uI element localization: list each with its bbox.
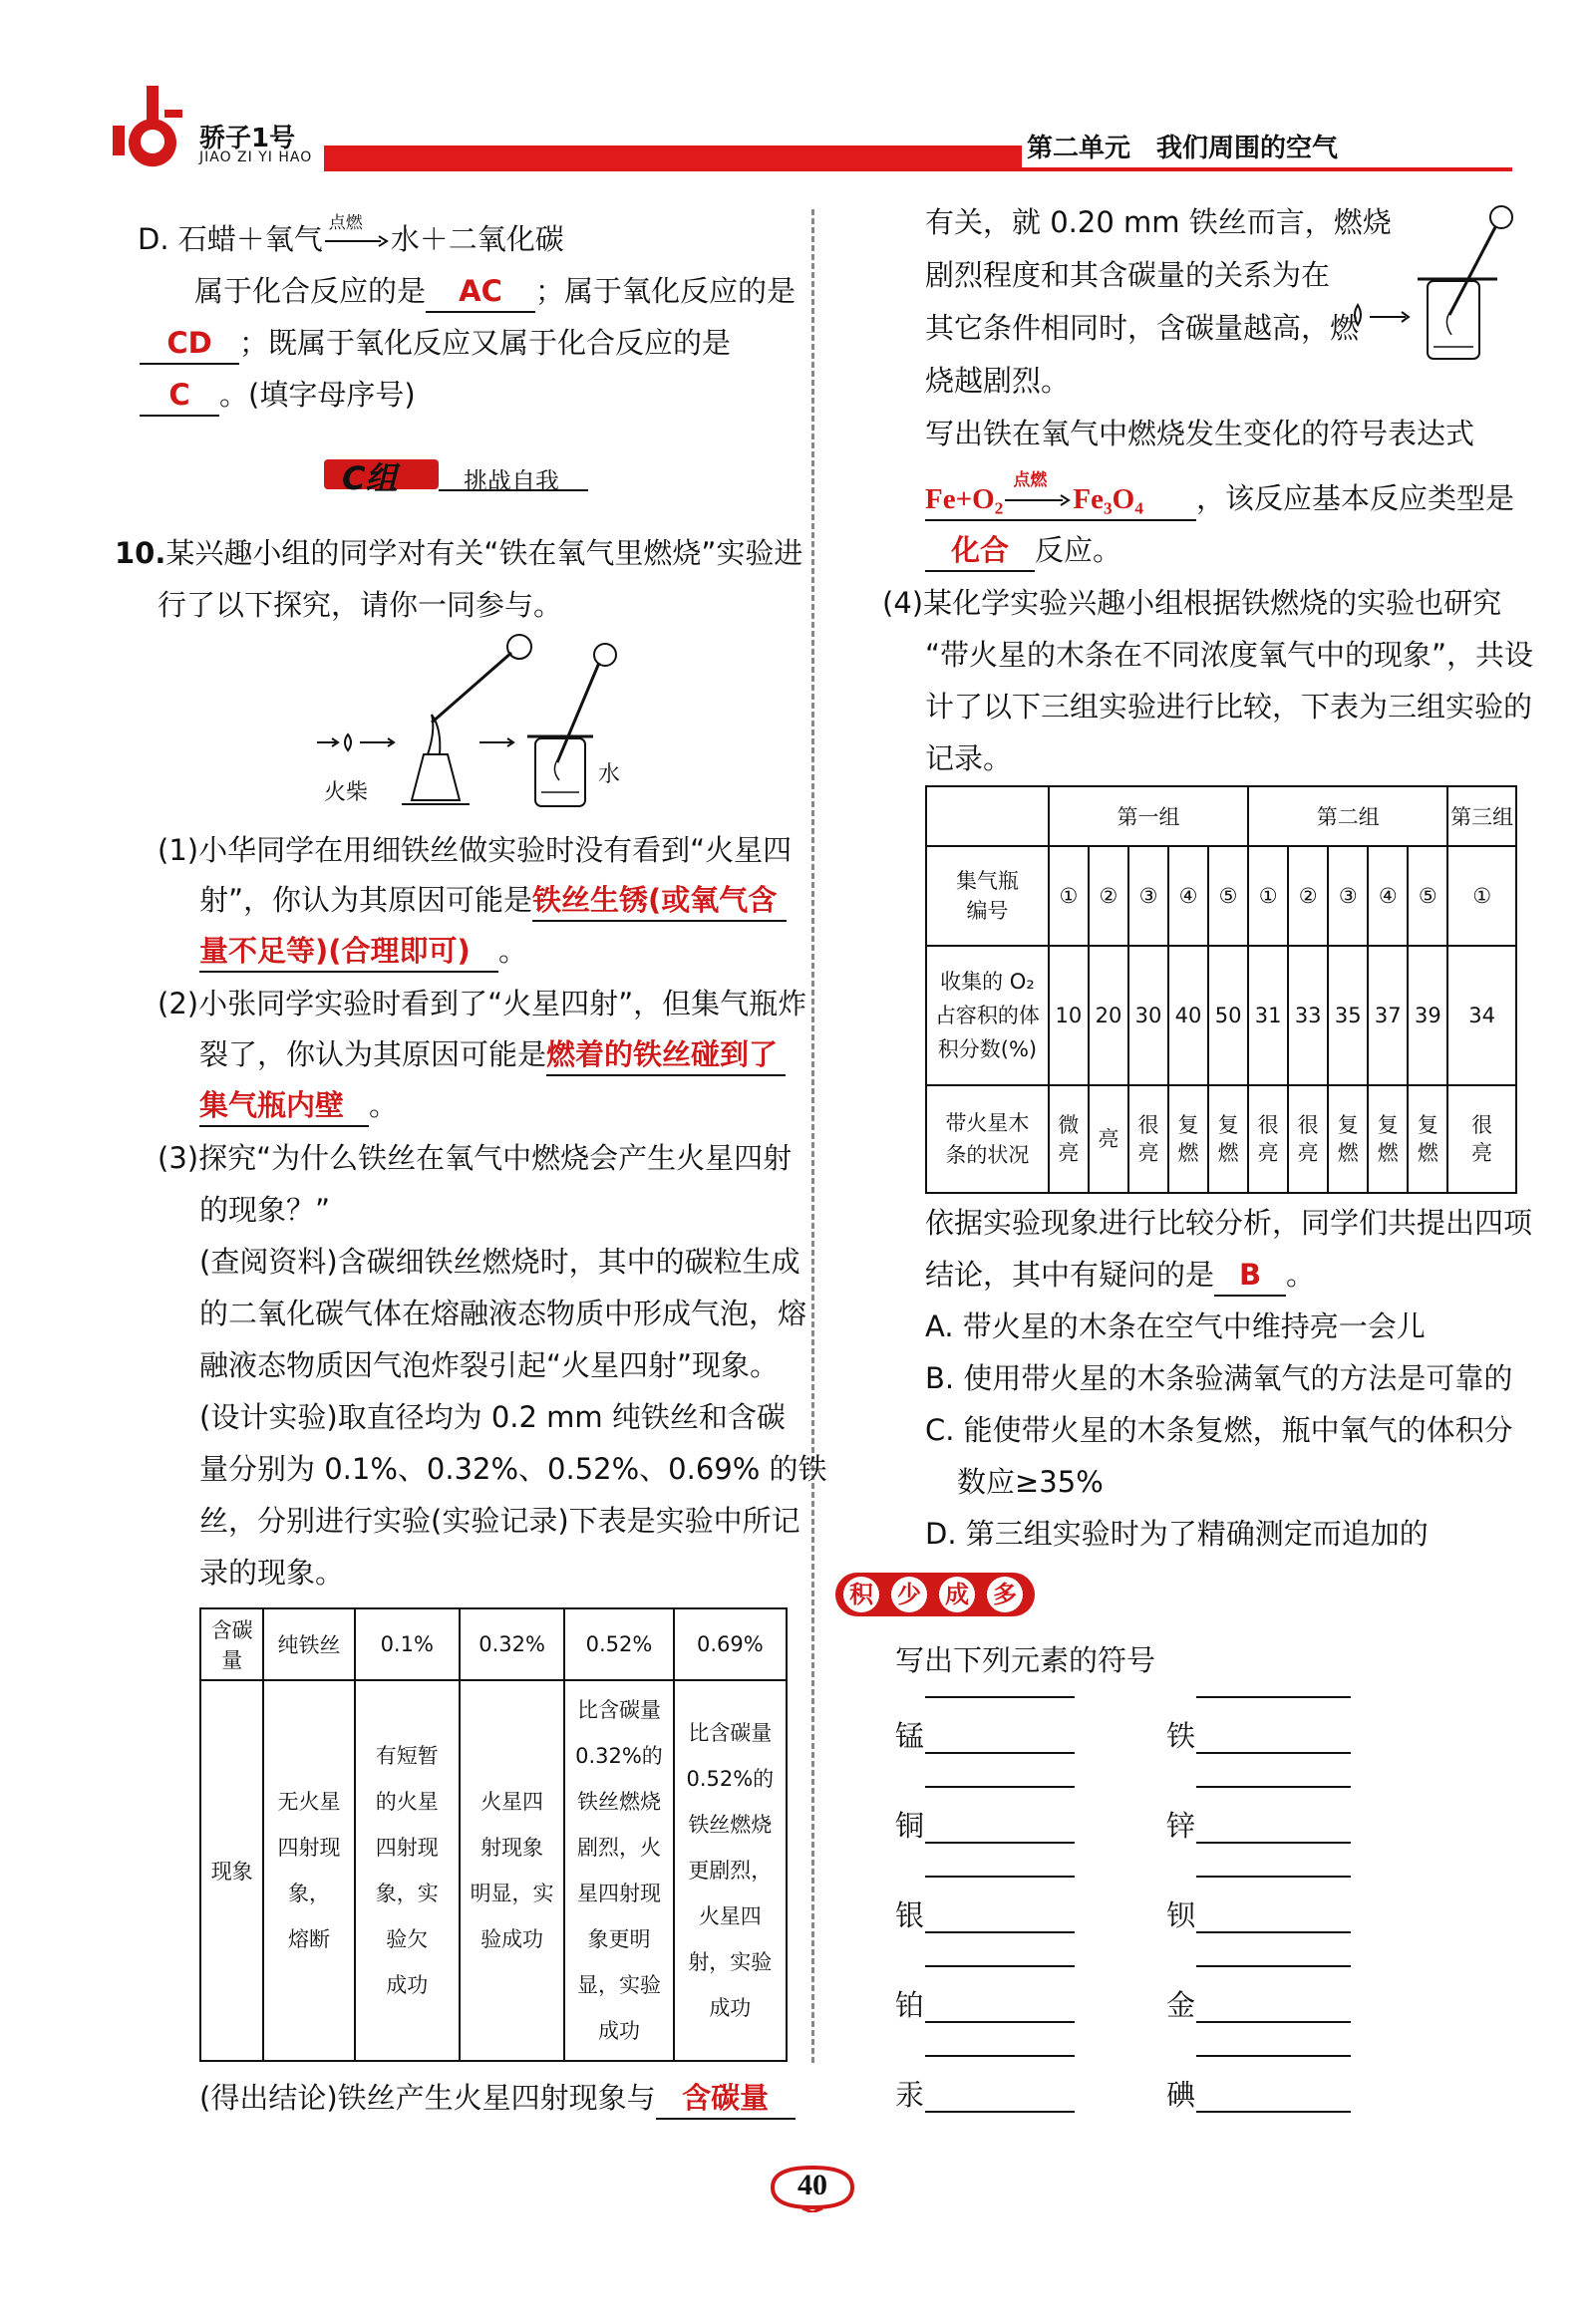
p1-line3: 量不足等)(合理即可) 。	[199, 931, 527, 973]
section-c-title: C组	[342, 459, 398, 497]
option-b: B. 使用带火星的木条验满氧气的方法是可靠的	[925, 1361, 1513, 1395]
table1-cell: 有短暂 的火星 四射现 象，实 验欠 成功	[355, 1680, 460, 2061]
p4-line4: 记录。	[925, 741, 1013, 775]
table1-header: 0.32%	[460, 1608, 564, 1680]
table2-value: 35	[1328, 946, 1368, 1085]
table2-value: 30	[1128, 946, 1168, 1085]
table2-value: 50	[1208, 946, 1248, 1085]
p3-line6: (设计实验)取直径均为 0.2 mm 纯铁丝和含碳	[199, 1400, 786, 1434]
bonus-badge	[835, 1573, 1040, 1618]
p2-line3: 集气瓶内壁 。	[199, 1085, 398, 1127]
table2-group-row	[926, 786, 1516, 846]
element-row	[895, 2053, 1080, 2135]
element-answer-blank[interactable]	[1196, 2111, 1351, 2113]
element-answer-blank[interactable]	[925, 2111, 1075, 2113]
table1-header: 0.52%	[564, 1608, 673, 1680]
table2-number: ④	[1368, 846, 1408, 946]
q9-option-d: D. 石蜡＋氧气 点燃 水＋二氧化碳	[138, 213, 564, 256]
r-equation-line: Fe+O₂ 点燃 Fe₃O₄ ，该反应基本反应类型是	[925, 478, 1514, 521]
r-line2: 剧烈程度和其含碳量的关系为在	[925, 258, 1331, 292]
table2-value: 10	[1049, 946, 1089, 1085]
table1-row-label: 现象	[200, 1680, 263, 2061]
option-d: D. 第三组实验时为了精确测定而追加的	[925, 1517, 1429, 1551]
table2-value: 31	[1248, 946, 1288, 1085]
figure-label-match: 火柴	[324, 780, 369, 805]
table1-header: 纯铁丝	[263, 1608, 354, 1680]
table1-phenomenon-row	[200, 1680, 787, 2061]
figure-label-water: 水	[598, 762, 621, 787]
q9-line3: C 。(填字母序号)	[140, 375, 416, 417]
table2-value-row	[926, 946, 1516, 1085]
p1-answer-b: 量不足等)(合理即可)	[199, 931, 498, 973]
after-line1: 依据实验现象进行比较分析，同学们共提出四项	[925, 1206, 1533, 1240]
bonus-badge-char: 积	[843, 1577, 879, 1612]
element-answer-blank[interactable]	[925, 1842, 1075, 1844]
table2-state-row	[926, 1085, 1516, 1193]
q10-line2: 行了以下探究，请你一同参与。	[158, 588, 563, 622]
element-name: 锰	[895, 1719, 925, 1753]
p4-line3: 计了以下三组实验进行比较，下表为三组实验的	[925, 690, 1533, 724]
table2-state: 复 燃	[1208, 1085, 1248, 1193]
iron-burning-figure	[1348, 197, 1517, 375]
element-name: 银	[895, 1898, 925, 1932]
element-answer-blank[interactable]	[1196, 1752, 1351, 1754]
table2-number: ③	[1328, 846, 1368, 946]
page-number-badge	[763, 2163, 862, 2212]
table2-number: ①	[1447, 846, 1516, 946]
table1-header: 0.1%	[355, 1608, 460, 1680]
header-red-band	[324, 145, 1022, 167]
p3-line4: 的二氧化碳气体在熔融液态物质中形成气泡，熔	[199, 1297, 807, 1330]
doubtful-answer: B	[1214, 1255, 1286, 1297]
p3-line8: 丝，分别进行实验(实验记录)下表是实验中所记	[199, 1504, 800, 1538]
table2-value: 37	[1368, 946, 1408, 1085]
p3-line2: 的现象？”	[199, 1193, 331, 1227]
table2-number: ②	[1089, 846, 1128, 946]
q10-line1: 10.某兴趣小组的同学对有关“铁在氧气里燃烧”实验进	[115, 536, 803, 570]
element-row	[1166, 2053, 1356, 2135]
table2-number: ④	[1168, 846, 1208, 946]
element-answer-blank[interactable]	[1196, 1931, 1351, 1933]
table2-group: 第三组	[1447, 786, 1516, 846]
page-number: 40	[798, 2169, 827, 2201]
table2-state: 很 亮	[1288, 1085, 1328, 1193]
p4-line2: “带火星的木条在不同浓度氧气中的现象”，共设	[925, 638, 1534, 672]
table2-number: ①	[1049, 846, 1089, 946]
table2-state: 亮	[1089, 1085, 1128, 1193]
table1-cell: 无火星 四射现 象， 熔断	[263, 1680, 354, 2061]
r-line3: 其它条件相同时，含碳量越高，燃	[925, 311, 1360, 345]
table2-row-label: 集气瓶 编号	[926, 846, 1049, 946]
table1-cell: 比含碳量 0.32%的 铁丝燃烧 剧烈，火 星四射现 象更明 显，实验 成功	[564, 1680, 673, 2061]
table1-header: 含碳量	[200, 1608, 263, 1680]
table2-number: ②	[1288, 846, 1328, 946]
section-c-header	[324, 453, 588, 495]
table2-number: ①	[1248, 846, 1288, 946]
option-a: A. 带火星的木条在空气中维持亮一会儿	[925, 1309, 1426, 1343]
r-reaction-type-line: 化合 反应。	[925, 530, 1121, 572]
element-answer-blank[interactable]	[1196, 1842, 1351, 1844]
bonus-badge-char: 多	[987, 1577, 1023, 1612]
table2-state: 复 燃	[1168, 1085, 1208, 1193]
option-c-cont: 数应≥35%	[957, 1465, 1104, 1499]
reaction-type-answer: 化合	[925, 530, 1035, 572]
bonus-badge-char: 成	[939, 1577, 975, 1612]
p4-line1: (4)某化学实验兴趣小组根据铁燃烧的实验也研究	[882, 586, 1502, 620]
equation-answer: Fe+O₂ 点燃 Fe₃O₄	[925, 478, 1196, 521]
table2-number: ③	[1128, 846, 1168, 946]
r-line5: 写出铁在氧气中燃烧发生变化的符号表达式	[925, 417, 1475, 450]
carbon-content-table	[199, 1607, 788, 2062]
p2-answer-b: 集气瓶内壁	[199, 1085, 369, 1127]
element-name: 碘	[1166, 2078, 1196, 2112]
element-row	[1166, 1694, 1356, 1776]
element-row	[1166, 1784, 1356, 1866]
element-row	[1166, 1874, 1356, 1955]
element-name: 铜	[895, 1809, 925, 1843]
table1-cell: 比含碳量 0.52%的 铁丝燃烧 更剧烈， 火星四 射，实验 成功	[674, 1680, 787, 2061]
table2-row-label: 带火星木 条的状况	[926, 1085, 1049, 1193]
table2-state: 很 亮	[1128, 1085, 1168, 1193]
q9-answer-1: AC	[426, 271, 535, 313]
brand-pinyin: JIAO ZI YI HAO	[199, 149, 313, 165]
conclusion-line: (得出结论)铁丝产生火星四射现象与 含碳量	[199, 2078, 796, 2120]
brand-name: 骄子1号	[199, 124, 296, 153]
table1-header-row	[200, 1608, 787, 1680]
table2-state: 很 亮	[1447, 1085, 1516, 1193]
element-row	[895, 1963, 1080, 2045]
element-answer-blank[interactable]	[925, 2021, 1075, 2023]
element-answer-blank[interactable]	[925, 1931, 1075, 1933]
q9-line1: 属于化合反应的是 AC ；属于氧化反应的是	[194, 271, 796, 313]
p1-answer-a: 铁丝生锈(或氧气含	[532, 880, 787, 922]
p2-line1: (2)小张同学实验时看到了“火星四射”，但集气瓶炸	[158, 987, 807, 1020]
option-c: C. 能使带火星的木条复燃，瓶中氧气的体积分	[925, 1413, 1513, 1447]
table2-value: 40	[1168, 946, 1208, 1085]
table2-row-label: 收集的 O₂ 占容积的体 积分数(%)	[926, 946, 1049, 1085]
p3-line5: 融液态物质因气泡炸裂引起“火星四射”现象。	[199, 1348, 780, 1382]
table2-state: 复 燃	[1368, 1085, 1408, 1193]
p1-line2: 射”，你认为其原因可能是铁丝生锈(或氧气含	[199, 880, 787, 922]
p3-line1: (3)探究“为什么铁丝在氧气中燃烧会产生火星四射	[158, 1141, 793, 1175]
element-name: 铁	[1166, 1719, 1196, 1753]
element-name: 金	[1166, 1988, 1196, 2022]
table2-value: 39	[1408, 946, 1447, 1085]
element-name: 汞	[895, 2078, 925, 2112]
element-row	[895, 1874, 1080, 1955]
table2-number-row	[926, 846, 1516, 946]
p3-line3: (查阅资料)含碳细铁丝燃烧时，其中的碳粒生成	[199, 1245, 800, 1279]
p2-line2: 裂了，你认为其原因可能是燃着的铁丝碰到了	[199, 1034, 786, 1076]
conclusion-answer: 含碳量	[656, 2078, 796, 2120]
table2-number: ⑤	[1208, 846, 1248, 946]
element-answer-blank[interactable]	[925, 1752, 1075, 1754]
p2-answer-a: 燃着的铁丝碰到了	[546, 1034, 786, 1076]
after-line2: 结论，其中有疑问的是 B 。	[925, 1255, 1315, 1297]
element-name: 钡	[1166, 1898, 1196, 1932]
table1-header: 0.69%	[674, 1608, 787, 1680]
table2-state: 复 燃	[1328, 1085, 1368, 1193]
header	[0, 0, 1596, 179]
element-name: 锌	[1166, 1809, 1196, 1843]
table2-value: 34	[1447, 946, 1516, 1085]
section-c-subtitle: 挑战自我	[464, 467, 559, 495]
brand-logo-icon	[105, 80, 194, 171]
header-rule	[324, 167, 1512, 171]
q9-answer-2: CD	[140, 323, 239, 365]
table2-value: 20	[1089, 946, 1128, 1085]
table2-number: ⑤	[1408, 846, 1447, 946]
table2-group: 第一组	[1049, 786, 1248, 846]
q9-line2: CD ；既属于氧化反应又属于化合反应的是	[140, 323, 731, 365]
table2-state: 复 燃	[1408, 1085, 1447, 1193]
p3-line9: 录的现象。	[199, 1556, 345, 1590]
element-row	[895, 1784, 1080, 1866]
table2-state: 很 亮	[1248, 1085, 1288, 1193]
table2-value: 33	[1288, 946, 1328, 1085]
element-name: 铂	[895, 1988, 925, 2022]
r-line4: 烧越剧烈。	[925, 364, 1071, 398]
element-row	[895, 1694, 1080, 1776]
table2-group: 第二组	[1248, 786, 1447, 846]
element-row	[1166, 1963, 1356, 2045]
chapter-title: 第二单元 我们周围的空气	[1027, 134, 1339, 163]
p1-line1: (1)小华同学在用细铁丝做实验时没有看到“火星四	[158, 833, 793, 867]
p3-line7: 量分别为 0.1%、0.32%、0.52%、0.69% 的铁	[199, 1452, 827, 1486]
table2-corner	[926, 786, 1049, 846]
r-line1: 有关，就 0.20 mm 铁丝而言，燃烧	[925, 205, 1392, 239]
q9-answer-3: C	[140, 375, 219, 417]
oxygen-concentration-table	[925, 785, 1517, 1194]
element-answer-blank[interactable]	[1196, 2021, 1351, 2023]
table1-cell: 火星四 射现象 明显，实 验成功	[460, 1680, 564, 2061]
bonus-prompt: 写出下列元素的符号	[895, 1643, 1156, 1677]
table2-state: 微 亮	[1049, 1085, 1089, 1193]
column-divider	[811, 209, 814, 2063]
bonus-badge-char: 少	[891, 1577, 927, 1612]
